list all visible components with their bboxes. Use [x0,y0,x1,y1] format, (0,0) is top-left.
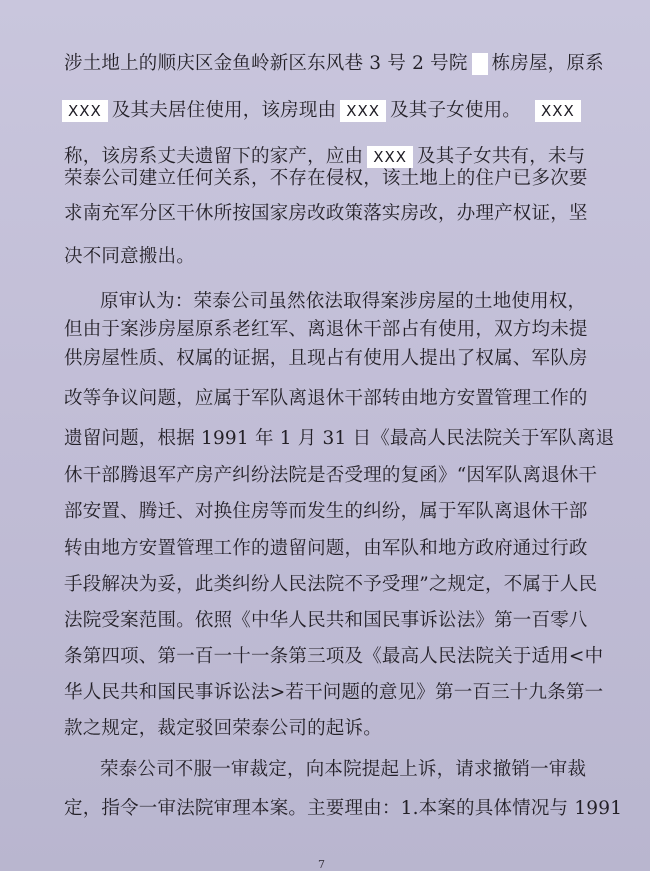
text-line: 手段解决为妥，此类纠纷人民法院不予受理”之规定，不属于人民 [64,574,598,595]
redaction-box [472,53,488,75]
text-line: 条第四项、第一百一十一条第三项及《最高人民法院关于适用<中 [64,646,604,667]
text-line: 部安置、腾迁、对换住房等而发生的纠纷，属于军队离退休干部 [64,501,588,522]
text-span: 及其夫居住使用，该房现由 [111,100,337,121]
text-span: 称，该房系丈夫遗留下的家产，应由 [64,146,364,167]
text-line: 遗留问题，根据 1991 年 1 月 31 日《最高人民法院关于军队离退 [64,428,615,449]
text-line: 休干部腾退军产房产纠纷法院是否受理的复函》“因军队离退休干 [64,465,598,486]
redaction-box: XXX [535,100,581,122]
text-line: 求南充军分区干休所按国家房改政策落实房改，办理产权证，坚 [64,203,588,224]
text-line [62,99,602,123]
text-span: 涉土地上的顺庆区金鱼岭新区东风巷 3 号 2 号院 [64,53,468,74]
text-span: 栋房屋，原系 [491,53,604,74]
text-line: 原审认为：荣泰公司虽然依法取得案涉房屋的土地使用权， [100,291,587,312]
text-line [64,52,604,76]
text-span: 及其子女共有，未与 [417,146,586,167]
text-line: 荣泰公司建立任何关系，不存在侵权，该土地上的住户已多次要 [64,168,588,189]
text-span: 及其子女使用。 [390,100,521,121]
text-line: 法院受案范围。依照《中华人民共和国民事诉讼法》第一百零八 [64,610,588,631]
text-line: 转由地方安置管理工作的遗留问题，由军队和地方政府通过行政 [64,538,588,559]
text-line: 定，指令一审法院审理本案。主要理由：1.本案的具体情况与 1991 [64,798,623,819]
text-line [64,145,604,169]
text-line: 款之规定，裁定驳回荣泰公司的起诉。 [64,718,382,739]
text-line: 供房屋性质、权属的证据，且现占有使用人提出了权属、军队房 [64,348,588,369]
redaction-box: XXX [367,146,413,168]
text-line: 荣泰公司不服一审裁定，向本院提起上诉，请求撤销一审裁 [100,759,587,780]
text-line: 华人民共和国民事诉讼法>若干问题的意见》第一百三十九条第一 [64,682,604,703]
redaction-box: XXX [62,100,108,122]
text-line: 但由于案涉房屋原系老红军、离退休干部占有使用，双方均未提 [64,319,588,340]
redaction-box: XXX [340,100,386,122]
text-line: 改等争议问题，应属于军队离退休干部转由地方安置管理工作的 [64,388,588,409]
page-number: 7 [318,858,325,871]
text-line: 决不同意搬出。 [64,246,195,267]
